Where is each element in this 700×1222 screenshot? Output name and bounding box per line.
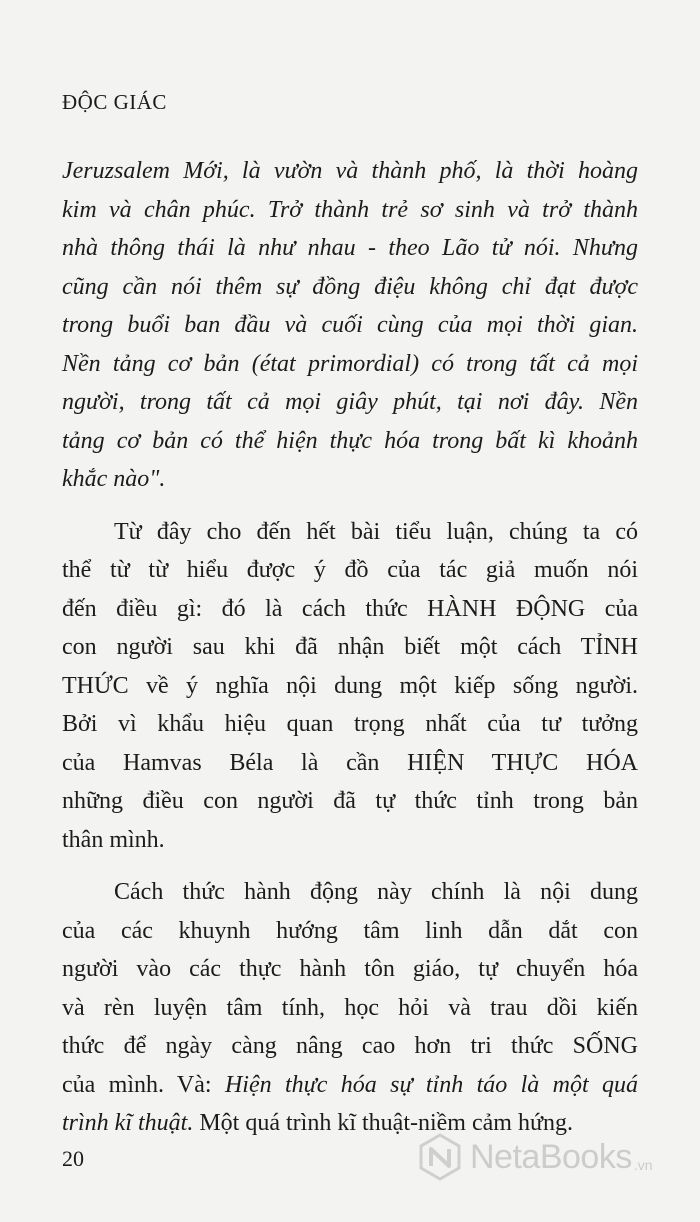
paragraph-line: và rèn luyện tâm tính, học hỏi và trau dồi kiến (62, 994, 638, 1021)
paragraph-line: đến điều gì: đó là cách thức HÀNH ĐỘNG của (62, 595, 638, 622)
paragraph-line: con người sau khi đã nhận biết một cách TỈNH (62, 634, 638, 660)
quote-line: cũng cần nói thêm sự đồng điệu không chỉ đạt được (62, 273, 638, 300)
watermark (418, 1131, 653, 1183)
page-number: 20 (62, 1146, 84, 1171)
normal-text: của mình. Và: (62, 1071, 225, 1098)
quote-line: tảng cơ bản có thể hiện thực hóa trong bất kì khoảnh (62, 427, 638, 454)
quote-block (62, 152, 638, 499)
watermark-tld: .vn (633, 1157, 653, 1173)
paragraph-line-mixed (62, 1066, 638, 1105)
page-text (62, 152, 638, 1157)
quote-line: khắc nào". (62, 466, 166, 492)
quote-line: nhà thông thái là như nhau - theo Lão tử nói. Nhưng (62, 235, 638, 261)
paragraph-line: người vào các thực hành tôn giáo, tự chuyển hóa (62, 956, 638, 982)
quote-line: kim và chân phúc. Trở thành trẻ sơ sinh và trở thành (62, 196, 638, 223)
paragraph-1 (62, 513, 638, 860)
paragraph-2 (62, 873, 638, 1143)
paragraph-line: trình kĩ thuật. Một quá trình kĩ thuật-niềm cảm hứng. (62, 1110, 573, 1136)
paragraph-line: thân mình. (62, 826, 165, 853)
running-head: ĐỘC GIÁC (62, 90, 167, 114)
paragraph-line: THỨC về ý nghĩa nội dung một kiếp sống người. (62, 672, 638, 699)
watermark-brand: NetaBooks (470, 1137, 632, 1176)
paragraph-line: thể từ từ hiểu được ý đồ của tác giả muốn nói (62, 557, 638, 583)
netabooks-logo-icon (418, 1133, 462, 1181)
quote-line: người, trong tất cả mọi giây phút, tại nơi đây. Nền (62, 389, 638, 415)
italic-text: Hiện thực hóa sự tỉnh táo là một quá (224, 1071, 639, 1098)
paragraph-line: Từ đây cho đến hết bài tiểu luận, chúng ta có (114, 518, 638, 545)
paragraph-line: Bởi vì khẩu hiệu quan trọng nhất của tư tưởng (62, 711, 638, 737)
paragraph-line: Cách thức hành động này chính là nội dung (114, 879, 638, 905)
paragraph-line: của các khuynh hướng tâm linh dẫn dắt con (62, 917, 638, 944)
quote-line: trong buổi ban đầu và cuối cùng của mọi thời gian. (62, 312, 638, 338)
quote-line: Jeruzsalem Mới, là vườn và thành phố, là thời hoàng (62, 158, 638, 184)
paragraph-line: thức để ngày càng nâng cao hơn tri thức SỐNG (62, 1033, 638, 1059)
italic-text: trình kĩ thuật. (62, 1110, 194, 1136)
quote-line: Nền tảng cơ bản (état primordial) có trong tất cả mọi (62, 350, 638, 377)
paragraph-line: của Hamvas Béla là cần HIỆN THỰC HÓA (62, 749, 638, 776)
paragraph-line: những điều con người đã tự thức tỉnh trong bản (62, 788, 638, 814)
